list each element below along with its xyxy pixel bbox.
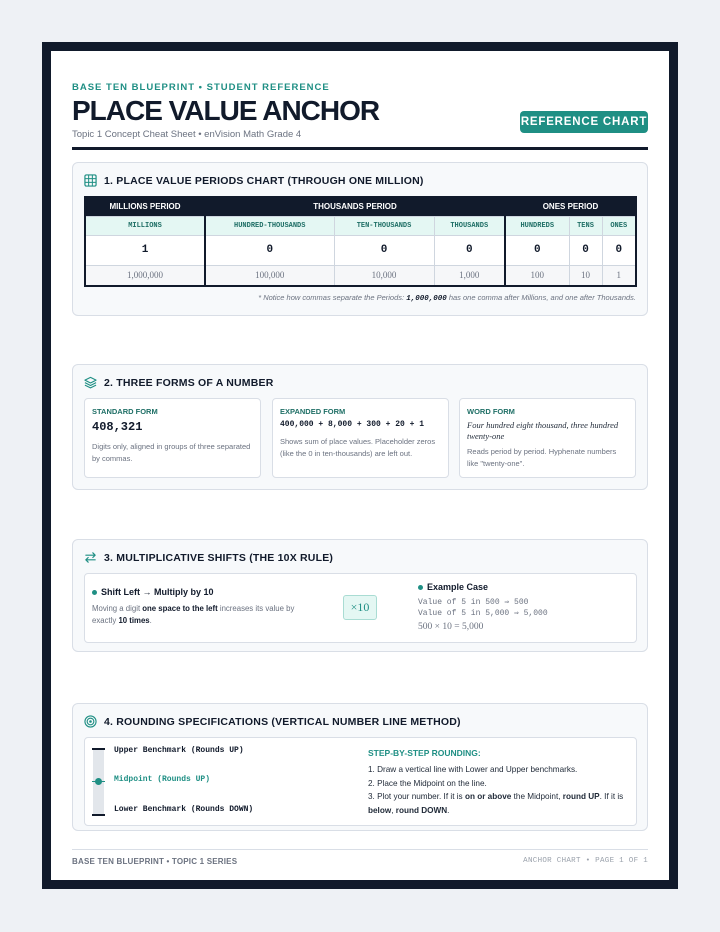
step-text: ,: [391, 805, 396, 815]
form-title: WORD FORM: [467, 407, 515, 416]
period-header-thousands: THOUSANDS PERIOD: [205, 197, 505, 216]
section-rounding: [72, 703, 648, 831]
place-label: TEN-THOUSANDS: [334, 216, 434, 235]
step-text: .: [447, 805, 450, 815]
header-divider: [72, 147, 648, 150]
form-value: Four hundred eight thousand, three hundred twenty-one: [467, 420, 619, 441]
digit-cell: 0: [434, 235, 505, 265]
step-item: [368, 790, 630, 817]
footer-divider: [72, 849, 648, 850]
value-cell: 100,000: [205, 265, 334, 286]
example-title-text: Example Case: [427, 582, 489, 592]
period-header-millions: MILLIONS PERIOD: [85, 197, 205, 216]
digit-cell: 0: [569, 235, 602, 265]
period-header-ones: ONES PERIOD: [505, 197, 636, 216]
layers-icon: [84, 376, 97, 389]
section-heading: 4. ROUNDING SPECIFICATIONS (VERTICAL NUMBER LINE METHOD): [104, 715, 461, 728]
place-label: HUNDRED-THOUSANDS: [205, 216, 334, 235]
page-title: PLACE VALUE ANCHOR: [72, 95, 380, 126]
section-heading: 1. PLACE VALUE PERIODS CHART (THROUGH ONE MILLION): [104, 174, 424, 187]
desc-bold: one space to the left: [142, 604, 218, 613]
midpoint-dot: [95, 778, 102, 785]
digit-cell: 0: [205, 235, 334, 265]
bullet-dot: [92, 590, 97, 595]
desc-part: Moving a digit: [92, 604, 143, 613]
note-prefix: * Notice how commas separate the Periods:: [258, 293, 405, 302]
form-title: STANDARD FORM: [92, 407, 158, 416]
upper-benchmark-label: Upper Benchmark (Rounds UP): [114, 746, 244, 755]
form-title: EXPANDED FORM: [280, 407, 346, 416]
footer-page: ANCHOR CHART • PAGE 1 OF 1: [523, 857, 648, 865]
value-cell: 1,000: [434, 265, 505, 286]
target-icon: [84, 715, 97, 728]
lower-benchmark-label: Lower Benchmark (Rounds DOWN): [114, 805, 254, 814]
place-label: MILLIONS: [85, 216, 205, 235]
rounding-box: [84, 737, 637, 826]
place-label: ONES: [602, 216, 636, 235]
page-subtitle: Topic 1 Concept Cheat Sheet • enVision Math Grade 4: [72, 129, 302, 140]
times-ten-badge: ×10: [343, 595, 377, 620]
desc-part: .: [149, 616, 152, 626]
example-title: [418, 582, 488, 592]
poster-page: [51, 51, 669, 880]
step-item: 1. Draw a vertical line with Lower and Upper benchmarks.: [368, 765, 578, 774]
section-heading: 2. THREE FORMS OF A NUMBER: [104, 376, 274, 389]
value-cell: 10,000: [334, 265, 434, 286]
section-place-value-chart: [72, 162, 648, 316]
rule-title-text: Shift Left → Multiply by 10: [101, 587, 214, 597]
form-value: 408,321: [92, 420, 143, 434]
desc-part: increases its value by exactly: [92, 604, 295, 626]
step-item: 2. Place the Midpoint on the line.: [368, 778, 487, 788]
expanded-form-card: [272, 398, 449, 478]
steps-list: [368, 763, 630, 817]
place-label: THOUSANDS: [434, 216, 505, 235]
value-cell: 1: [602, 265, 636, 286]
form-value: 400,000 + 8,000 + 300 + 20 + 1: [280, 420, 425, 429]
step-bold: on or above: [464, 792, 512, 802]
eyebrow: BASE TEN BLUEPRINT • STUDENT REFERENCE: [72, 82, 330, 93]
comma-note: [258, 293, 636, 303]
bullet-dot: [418, 585, 423, 590]
example-line: Value of 5 in 500 ⇒ 500: [418, 598, 529, 607]
rule-title: [92, 587, 214, 597]
form-description: Shows sum of place values. Placeholder zeros (like the 0 in ten-thousands) are left out.: [280, 437, 436, 458]
value-cell: 1,000,000: [85, 265, 205, 286]
word-form-card: [459, 398, 636, 478]
rule-description: [92, 603, 312, 628]
lower-tick: [92, 814, 105, 816]
value-cell: 100: [505, 265, 569, 286]
section-three-forms: [72, 364, 648, 490]
place-label: HUNDREDS: [505, 216, 569, 235]
grid-icon: [84, 174, 97, 187]
example-line: Value of 5 in 5,000 ⇒ 5,000: [418, 609, 548, 618]
example-equation: 500 × 10 = 5,000: [418, 622, 484, 632]
note-number: 1,000,000: [406, 295, 447, 303]
standard-form-card: [84, 398, 261, 478]
step-bold: round DOWN: [395, 805, 448, 815]
midpoint-label: Midpoint (Rounds UP): [114, 775, 211, 784]
step-text: 3. Plot your number. If it is: [368, 792, 465, 802]
place-value-table: [84, 196, 637, 287]
form-description: Reads period by period. Hyphenate numbers like "twenty-one".: [467, 447, 617, 468]
section-heading: 3. MULTIPLICATIVE SHIFTS (THE 10X RULE): [104, 551, 334, 564]
form-description: Digits only, aligned in groups of three separated by commas.: [92, 442, 251, 463]
section-multiplicative-shifts: [72, 539, 648, 652]
step-text: the Midpoint,: [511, 792, 563, 802]
step-bold: round UP: [562, 792, 600, 802]
place-label: TENS: [569, 216, 602, 235]
note-suffix: has one comma after Millions, and one after Thousands.: [448, 293, 636, 302]
shift-rule-box: [84, 573, 637, 643]
reference-chart-badge[interactable]: REFERENCE CHART: [520, 111, 648, 133]
footer-series: BASE TEN BLUEPRINT • TOPIC 1 SERIES: [72, 857, 238, 866]
desc-bold: 10 times: [118, 616, 150, 626]
value-cell: 10: [569, 265, 602, 286]
poster-frame: [42, 42, 678, 889]
upper-tick: [92, 748, 105, 750]
digit-cell: 1: [85, 235, 205, 265]
steps-title: STEP-BY-STEP ROUNDING:: [368, 748, 481, 758]
step-bold: below: [368, 805, 392, 815]
swap-arrows-icon: [84, 551, 97, 564]
step-text: . If it is: [599, 792, 624, 802]
digit-cell: 0: [505, 235, 569, 265]
digit-cell: 0: [334, 235, 434, 265]
digit-cell: 0: [602, 235, 636, 265]
